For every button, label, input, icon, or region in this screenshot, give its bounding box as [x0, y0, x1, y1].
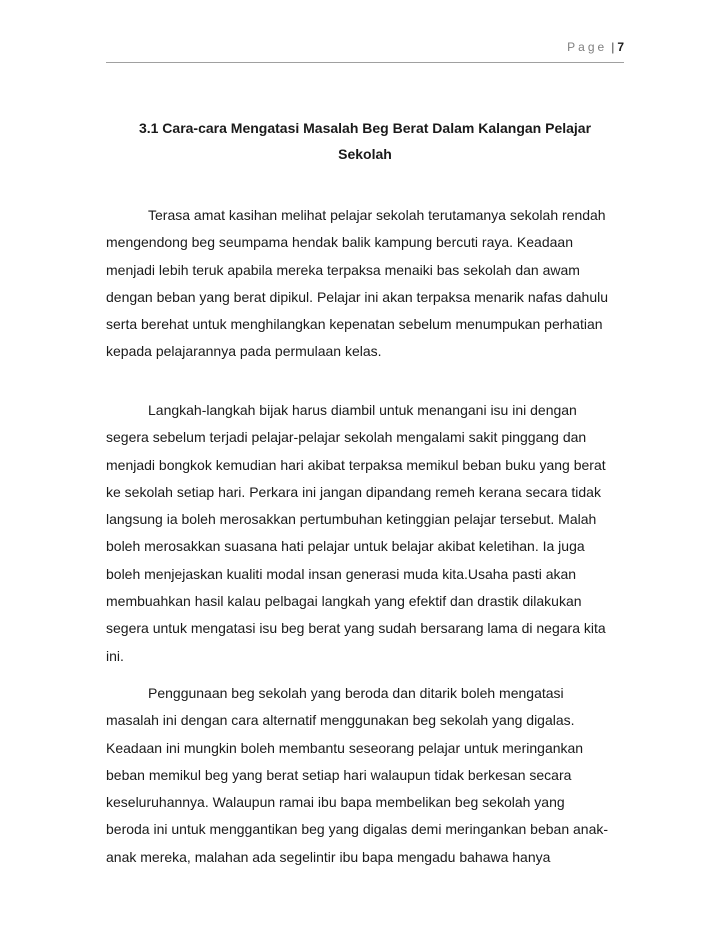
paragraph-line: beban memikul beg yang berat setiap hari walaupun tidak berkesan secara: [106, 766, 572, 783]
paragraph-line: menjadi bongkok kemudian hari akibat terpaksa memikul beban buku yang berat: [106, 456, 606, 473]
paragraph-line: beroda ini untuk menggantikan beg yang digalas demi meringankan beban anak-: [106, 821, 609, 838]
section-heading-line-2: Sekolah: [338, 146, 392, 162]
paragraph-line: segera untuk mengatasi isu beg berat yang sudah bersarang lama di negara kita: [106, 620, 606, 637]
paragraph-line: boleh merosakkan suasana hati pelajar untuk belajar akibat keletihan. Ia juga: [106, 538, 585, 555]
paragraph-line: keseluruhannya. Walaupun ramai ibu bapa membelikan beg sekolah yang: [106, 794, 565, 811]
paragraph-line: kepada pelajarannya pada permulaan kelas.: [106, 343, 382, 360]
section-heading-line-1: 3.1 Cara-cara Mengatasi Masalah Beg Berat Dalam Kalangan Pelajar: [138, 120, 592, 136]
paragraph-line: menjadi lebih teruk apabila mereka terpaksa menaiki bas sekolah dan awam: [106, 261, 580, 278]
paragraph-line: ke sekolah setiap hari. Perkara ini jangan dipandang remeh kerana secara tidak: [106, 483, 601, 500]
paragraph-1: [106, 202, 626, 366]
paragraph-3: [106, 680, 626, 871]
paragraph-line: serta berehat untuk menghilangkan kepenatan sebelum menumpukan perhatian: [106, 316, 603, 333]
paragraph-line: segera sebelum terjadi pelajar-pelajar sekolah mengalami sakit pinggang dan: [106, 429, 587, 446]
paragraph-line: Langkah-langkah bijak harus diambil untuk menangani isu ini dengan: [148, 402, 577, 418]
paragraph-line: Penggunaan beg sekolah yang beroda dan ditarik boleh mengatasi: [148, 685, 564, 701]
paragraph-line: Keadaan ini mungkin boleh membantu seseorang pelajar untuk meringankan: [106, 739, 584, 756]
paragraph-line: dengan beban yang berat dipikul. Pelajar ini akan terpaksa menarik nafas dahulu: [106, 288, 609, 305]
paragraph-line: anak mereka, malahan ada segelintir ibu bapa mengadu bahawa hanya: [106, 848, 551, 865]
paragraph-2: [106, 397, 626, 670]
page-header: [106, 40, 624, 63]
paragraph-line: membuahkan hasil kalau pelbagai langkah yang efektif dan drastik dilakukan: [106, 593, 582, 610]
page-number: 7: [617, 40, 624, 54]
page-separator: |: [611, 40, 615, 54]
paragraph-line: Terasa amat kasihan melihat pelajar sekolah terutamanya sekolah rendah: [148, 207, 606, 223]
section-heading: [106, 115, 624, 167]
paragraph-line: boleh menjejaskan kualiti modal insan generasi muda kita.Usaha pasti akan: [106, 565, 577, 582]
page-label: Page: [567, 40, 608, 54]
paragraph-line: mengendong beg seumpama hendak balik kampung bercuti raya. Keadaan: [106, 234, 573, 251]
paragraph-line: masalah ini dengan cara alternatif menggunakan beg sekolah yang digalas.: [106, 712, 575, 729]
paragraph-line: langsung ia boleh merosakkan pertumbuhan ketinggian pelajar tersebut. Malah: [106, 511, 597, 528]
paragraph-line: ini.: [106, 647, 124, 664]
